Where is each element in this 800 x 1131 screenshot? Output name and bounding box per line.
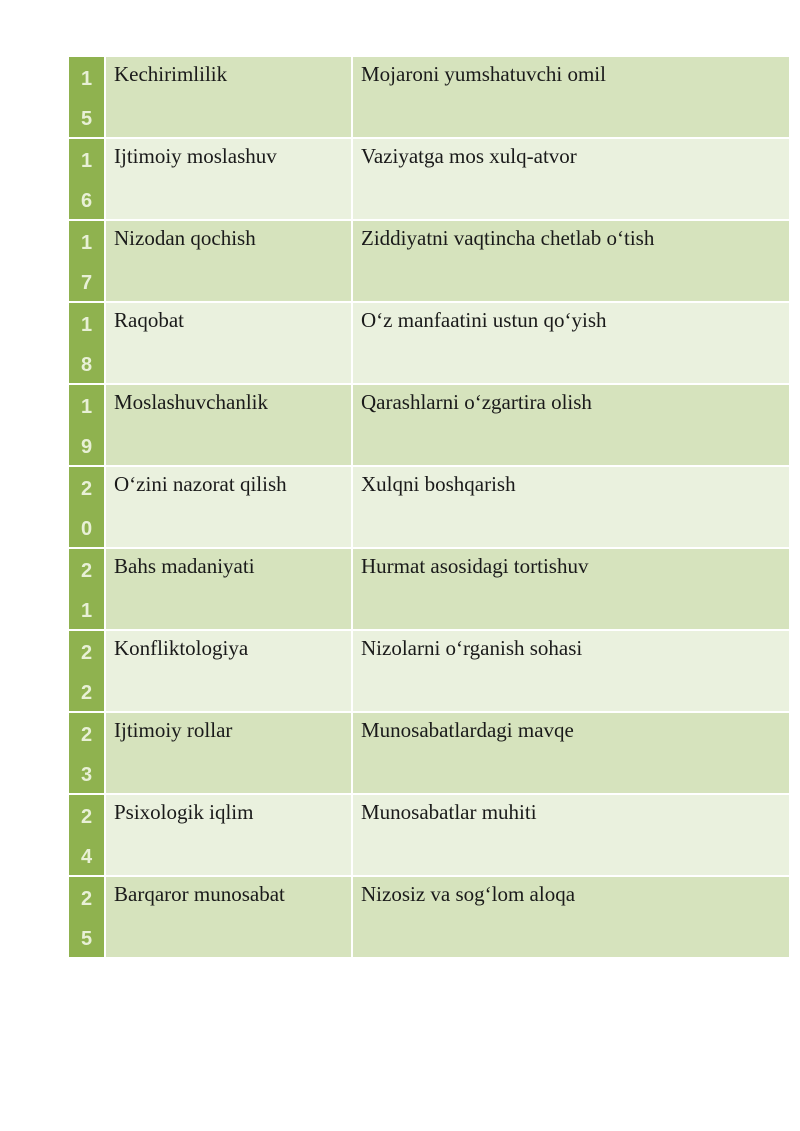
row-number — [69, 466, 105, 548]
row-number-digit: 1 — [80, 600, 93, 622]
term-cell: O‘zini nazorat qilish — [105, 466, 352, 548]
definition-cell: Mojaroni yumshatuvchi omil — [352, 57, 790, 138]
table-row — [69, 466, 790, 548]
row-number — [69, 794, 105, 876]
definition-cell: Ziddiyatni vaqtincha chetlab o‘tish — [352, 220, 790, 302]
row-number-digit: 0 — [80, 518, 93, 540]
row-number-digit: 1 — [80, 232, 93, 254]
row-number-digit: 2 — [80, 560, 93, 582]
table-row — [69, 630, 790, 712]
row-number — [69, 548, 105, 630]
table-row — [69, 548, 790, 630]
row-number-digit: 2 — [80, 724, 93, 746]
row-number-digit: 3 — [80, 764, 93, 786]
row-number-digit: 5 — [80, 108, 93, 130]
row-number-digit: 2 — [80, 642, 93, 664]
table-row — [69, 712, 790, 794]
row-number — [69, 302, 105, 384]
row-number-digit: 2 — [80, 888, 93, 910]
row-number — [69, 57, 105, 138]
row-number-digit: 7 — [80, 272, 93, 294]
row-number-digit: 2 — [80, 478, 93, 500]
table-row — [69, 876, 790, 958]
term-cell: Ijtimoiy moslashuv — [105, 138, 352, 220]
row-number — [69, 712, 105, 794]
row-number — [69, 384, 105, 466]
glossary-body — [69, 57, 790, 958]
row-number-digit: 8 — [80, 354, 93, 376]
row-number-digit: 1 — [80, 150, 93, 172]
definition-cell: Xulqni boshqarish — [352, 466, 790, 548]
definition-cell: Munosabatlardagi mavqe — [352, 712, 790, 794]
table-row — [69, 302, 790, 384]
row-number-digit: 5 — [80, 928, 93, 950]
row-number-digit: 1 — [80, 396, 93, 418]
row-number-digit: 2 — [80, 682, 93, 704]
row-number — [69, 876, 105, 958]
term-cell: Moslashuvchanlik — [105, 384, 352, 466]
row-number — [69, 220, 105, 302]
term-cell: Bahs madaniyati — [105, 548, 352, 630]
row-number-digit: 4 — [80, 846, 93, 868]
table-row — [69, 794, 790, 876]
table-row — [69, 220, 790, 302]
definition-cell: Nizosiz va sog‘lom aloqa — [352, 876, 790, 958]
term-cell: Nizodan qochish — [105, 220, 352, 302]
row-number — [69, 630, 105, 712]
term-cell: Kechirimlilik — [105, 57, 352, 138]
row-number — [69, 138, 105, 220]
row-number-digit: 6 — [80, 190, 93, 212]
definition-cell: Nizolarni o‘rganish sohasi — [352, 630, 790, 712]
definition-cell: Hurmat asosidagi tortishuv — [352, 548, 790, 630]
table-row — [69, 138, 790, 220]
row-number-digit: 2 — [80, 806, 93, 828]
definition-cell: O‘z manfaatini ustun qo‘yish — [352, 302, 790, 384]
definition-cell: Vaziyatga mos xulq-atvor — [352, 138, 790, 220]
glossary-table — [69, 57, 791, 959]
term-cell: Barqaror munosabat — [105, 876, 352, 958]
definition-cell: Qarashlarni o‘zgartira olish — [352, 384, 790, 466]
table-row — [69, 57, 790, 138]
row-number-digit: 1 — [80, 314, 93, 336]
term-cell: Psixologik iqlim — [105, 794, 352, 876]
row-number-digit: 9 — [80, 436, 93, 458]
term-cell: Raqobat — [105, 302, 352, 384]
definition-cell: Munosabatlar muhiti — [352, 794, 790, 876]
table-row — [69, 384, 790, 466]
term-cell: Ijtimoiy rollar — [105, 712, 352, 794]
row-number-digit: 1 — [80, 68, 93, 90]
term-cell: Konfliktologiya — [105, 630, 352, 712]
